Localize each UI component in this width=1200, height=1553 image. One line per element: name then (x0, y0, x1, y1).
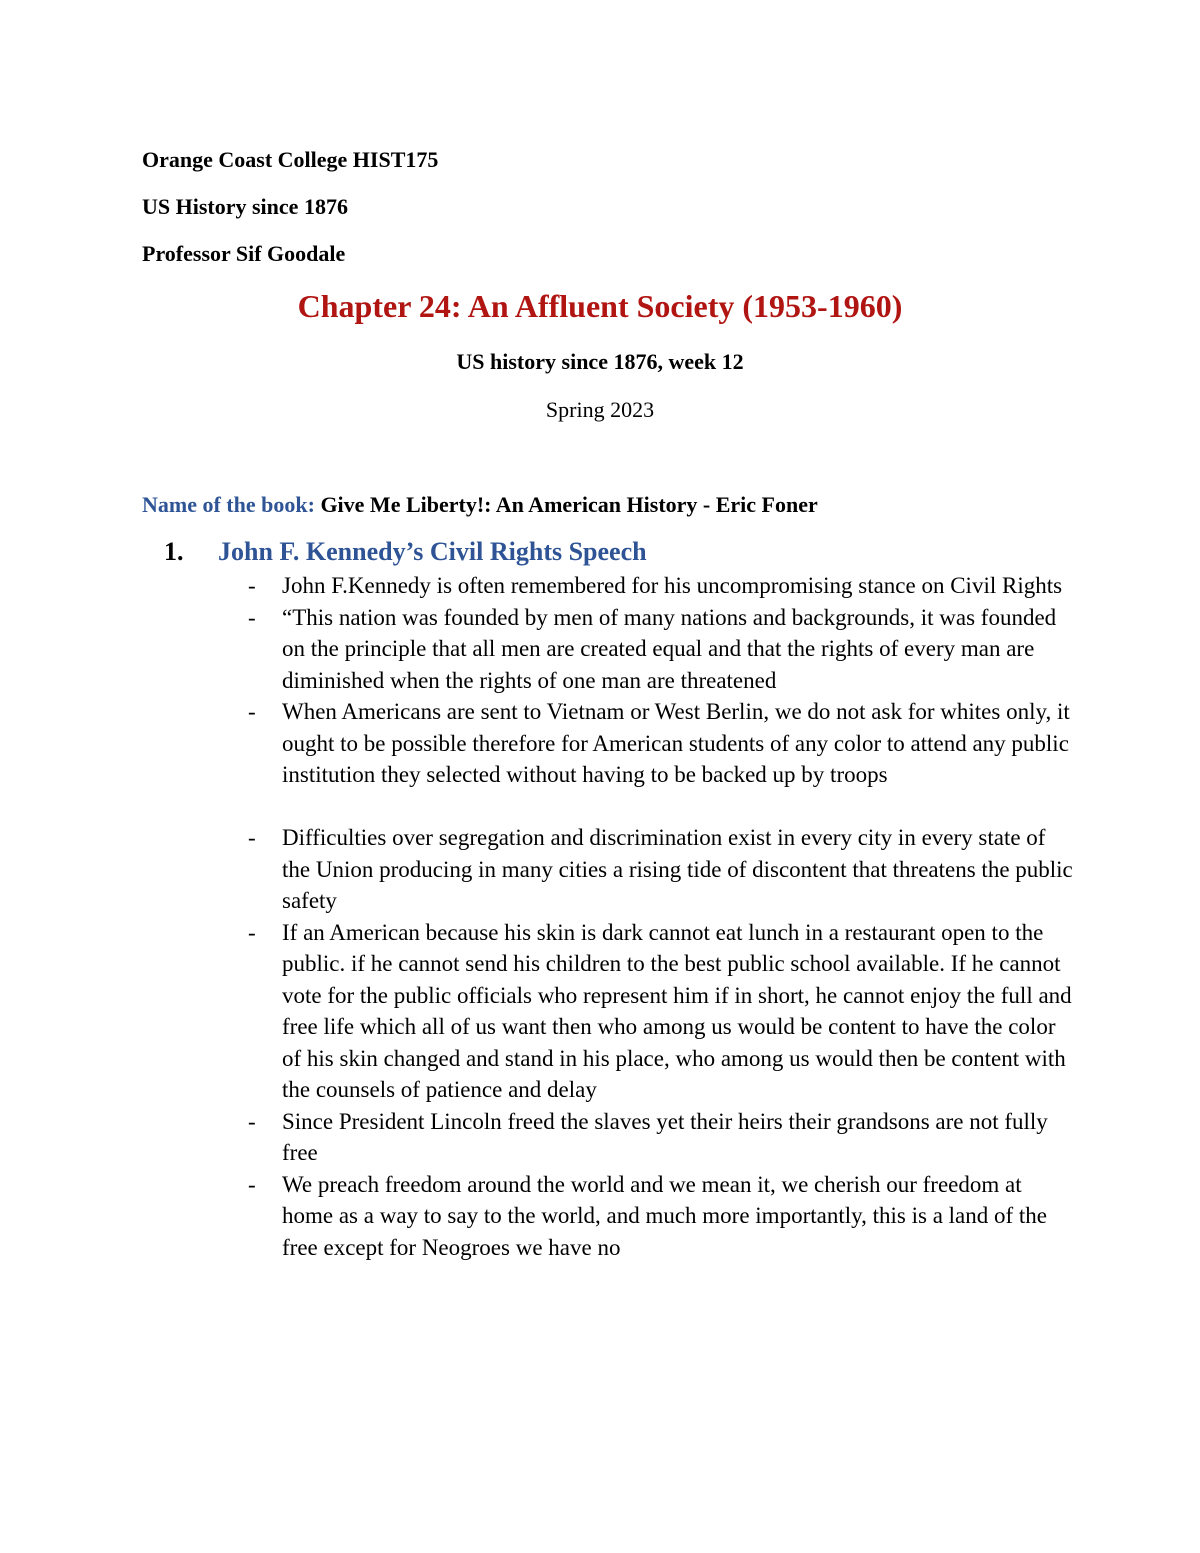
list-item (248, 602, 1078, 697)
list-item (248, 570, 1078, 602)
book-label: Name of the book: (142, 492, 315, 517)
bullet-dash: - (248, 573, 256, 598)
bullet-list (248, 570, 1078, 1263)
course-title: US History since 1876 (142, 194, 348, 219)
bullet-dash: - (248, 919, 256, 945)
bullet-text: “This nation was founded by men of many nations and backgrounds, it was founded on the principle that all men are created equal and that the rights of every man are diminished when the rights of one man are threatened (282, 604, 1057, 693)
list-item (248, 696, 1078, 791)
bullet-dash: - (248, 604, 256, 630)
list-item (248, 1169, 1078, 1264)
book-line (142, 491, 818, 519)
bullet-dash: - (248, 825, 256, 850)
chapter-subtitle: US history since 1876, week 12 (456, 349, 744, 374)
bullet-text: We preach freedom around the world and we mean it, we cherish our freedom at home as a way to say to the world, and much more importantly, this is a land of the free except for Neogroes we have no (282, 1171, 1048, 1260)
term-label: Spring 2023 (545, 397, 655, 422)
bullet-text: Since President Lincoln freed the slaves yet their heirs their grandsons are not fully free (282, 1108, 1048, 1165)
list-item (248, 1106, 1078, 1169)
list-item (248, 917, 1078, 1106)
bullet-text: John F.Kennedy is often remembered for his uncompromising stance on Civil Rights (282, 573, 1063, 598)
chapter-title: Chapter 24: An Affluent Society (1953-1960) (297, 288, 903, 324)
course-name: Orange Coast College HIST175 (142, 147, 439, 172)
section-number: 1. (164, 537, 184, 566)
bullet-text: Difficulties over segregation and discrimination exist in every city in every state of the Union producing in many cities a rising tide of discontent that threatens the public safety (282, 825, 1073, 913)
list-item (248, 822, 1078, 917)
book-value: Give Me Liberty!: An American History - Eric Foner (314, 492, 818, 517)
bullet-dash: - (248, 1171, 256, 1197)
section-title: John F. Kennedy’s Civil Rights Speech (218, 537, 647, 566)
bullet-text: When Americans are sent to Vietnam or West Berlin, we do not ask for whites only, it ought to be possible therefore for American students of any color to attend any public institution they selected without having to be backed up by troops (282, 699, 1070, 787)
bullet-dash: - (248, 699, 256, 724)
bullet-text: If an American because his skin is dark cannot eat lunch in a restaurant open to the public. if he cannot send his children to the best public school available. If he cannot vote for the public officials who represent him if in short, he cannot enjoy the full and free life which all of us want then who among us would be content to have the color of his skin changed and stand in his place, who among us would then be content with the counsels of patience and delay (282, 919, 1072, 1102)
bullet-dash: - (248, 1108, 256, 1134)
professor-name: Professor Sif Goodale (142, 241, 346, 266)
